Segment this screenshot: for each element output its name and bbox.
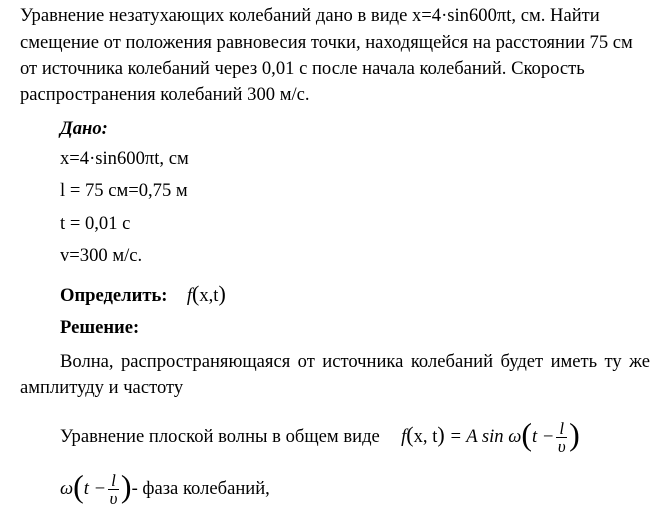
solution-word: распространяющаяся: [120, 351, 291, 372]
determine-function-name: f: [186, 285, 192, 306]
solution-paragraph-line-2: амплитуду и частоту: [20, 377, 184, 398]
problem-line-1: Уравнение незатухающих колебаний дано в виде x=4·sin600πt, см. Найти: [20, 5, 600, 26]
plane-wave-function-args: x, t: [413, 426, 438, 447]
given-item-distance: l = 75 см=0,75 м: [60, 180, 188, 201]
phase-text: - фаза колебаний,: [131, 478, 270, 499]
plane-wave-fraction: [556, 420, 567, 455]
problem-line-2: смещение от положения равновесия точки, находящейся на расстоянии 75 см: [20, 32, 633, 53]
given-item-speed: v=300 м/с.: [60, 245, 143, 266]
plane-wave-row: Уравнение плоской волны в общем виде f(x, t) = A sin ω(t − $\frac{l}{\upsilon}$ ): [60, 416, 580, 457]
plane-wave-rhs: = A sin ω: [449, 426, 522, 447]
problem-line-3: от источника колебаний через 0,01 с после начала колебаний. Скорость: [20, 58, 585, 79]
problem-line-4: распространения колебаний 300 м/с.: [20, 84, 310, 105]
solution-paragraph-line-1: [60, 351, 650, 373]
solution-word: же: [629, 351, 650, 372]
solution-word: Волна,: [60, 351, 114, 372]
given-item-equation: x=4·sin600πt, см: [60, 148, 189, 169]
determine-row: Определить: f(x,t): [60, 281, 226, 306]
solution-word: иметь: [550, 351, 598, 372]
fraction-numerator: l: [556, 420, 567, 438]
given-heading: Дано:: [60, 118, 108, 139]
plane-wave-function-name: f: [401, 426, 407, 447]
plane-wave-t-minus: t −: [532, 426, 555, 447]
determine-label: Определить:: [60, 285, 168, 306]
phase-row: ω(t − $\frac{l}{\upsilon}$ )- фаза колебаний,: [60, 468, 270, 509]
given-item-time: t = 0,01 с: [60, 213, 131, 234]
solution-word: ту: [604, 351, 622, 372]
phase-fraction: [108, 472, 119, 507]
phase-omega: ω: [60, 478, 74, 499]
fraction-denominator: υ: [557, 437, 566, 457]
solution-word: будет: [500, 351, 544, 372]
fraction-numerator: l: [108, 472, 119, 490]
solution-heading: Решение:: [60, 317, 140, 338]
solution-word: источника: [322, 351, 404, 372]
fraction-denominator: υ: [109, 489, 118, 509]
plane-wave-text: Уравнение плоской волны в общем виде: [60, 426, 380, 447]
solution-word: от: [297, 351, 315, 372]
determine-function-args: x,t: [199, 285, 219, 306]
solution-word: колебаний: [410, 351, 494, 372]
phase-t-minus: t −: [83, 478, 107, 499]
